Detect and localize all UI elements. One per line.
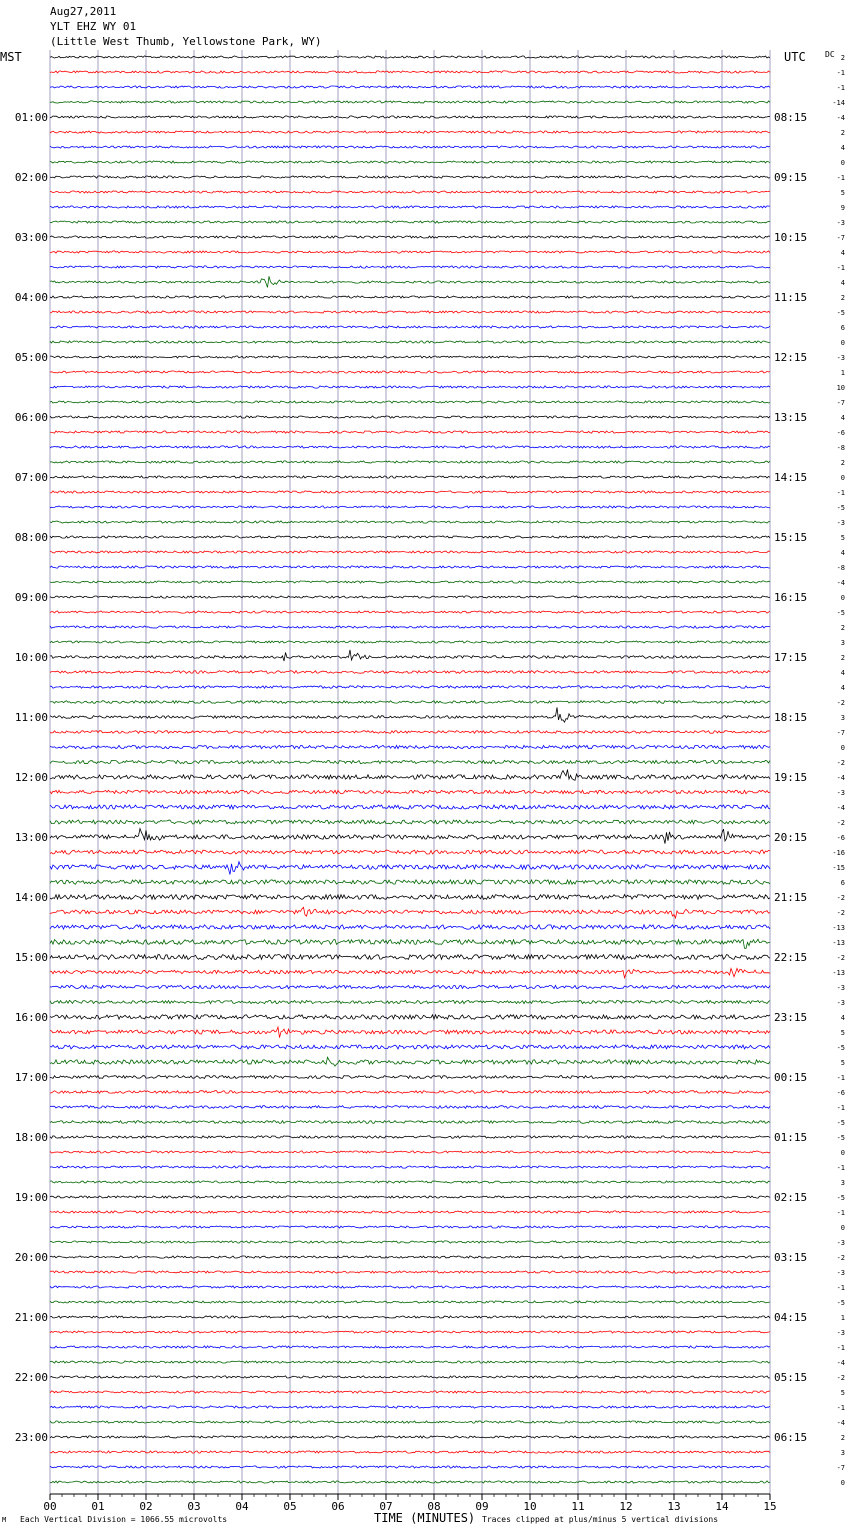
right-hour-label: 20:15: [774, 831, 808, 844]
x-tick-label: 14: [715, 1500, 729, 1513]
trace-38: [50, 626, 770, 628]
dc-offset-value: -5: [836, 1299, 845, 1307]
dc-offset-value: 0: [840, 474, 845, 482]
right-hour-label: 09:15: [774, 171, 808, 184]
dc-label: DC: [825, 50, 835, 59]
dc-offset-value: -6: [836, 834, 845, 842]
dc-offset-value: 4: [840, 249, 845, 257]
dc-offset-value: -5: [836, 309, 845, 317]
dc-offset-value: 3: [840, 1179, 845, 1187]
right-hour-label: 11:15: [774, 291, 808, 304]
trace-87: [50, 1361, 770, 1363]
clip-note: Traces clipped at plus/minus 5 vertical divisions: [482, 1515, 719, 1524]
trace-37: [50, 611, 770, 613]
dc-offset-value: 3: [840, 639, 845, 647]
x-tick-label: 13: [667, 1500, 681, 1513]
trace-17: [50, 311, 770, 313]
left-hour-label: 20:00: [14, 1251, 48, 1264]
trace-29: [50, 491, 770, 493]
trace-36: [50, 596, 770, 598]
left-hour-label: 01:00: [14, 111, 48, 124]
x-tick-label: 11: [571, 1500, 585, 1513]
left-hour-label: 15:00: [14, 951, 48, 964]
right-hour-label: 19:15: [774, 771, 808, 784]
trace-81: [50, 1271, 770, 1273]
dc-offset-value: -1: [836, 84, 845, 92]
trace-53: [50, 850, 770, 854]
trace-88: [50, 1376, 770, 1378]
trace-34: [50, 566, 770, 568]
trace-60: [50, 955, 770, 960]
trace-62: [50, 985, 770, 988]
dc-offset-value: -3: [836, 354, 845, 362]
trace-10: [50, 206, 770, 208]
right-hour-label: 01:15: [774, 1131, 808, 1144]
trace-32: [50, 536, 770, 538]
dc-offset-value: -2: [836, 894, 845, 902]
left-hour-label: 19:00: [14, 1191, 48, 1204]
right-hour-label: 21:15: [774, 891, 808, 904]
trace-35: [50, 581, 770, 583]
dc-offset-value: -5: [836, 1194, 845, 1202]
trace-90: [50, 1406, 770, 1408]
dc-offset-value: -7: [836, 234, 845, 242]
trace-67: [50, 1057, 770, 1066]
trace-0: [50, 56, 770, 58]
x-tick-label: 02: [139, 1500, 153, 1513]
trace-4: [50, 116, 770, 118]
trace-75: [50, 1181, 770, 1183]
trace-28: [50, 476, 770, 478]
x-tick-label: 10: [523, 1500, 537, 1513]
dc-offset-value: 4: [840, 669, 845, 677]
trace-77: [50, 1211, 770, 1213]
dc-offset-value: -13: [832, 969, 845, 977]
dc-offset-value: -1: [836, 1404, 845, 1412]
trace-71: [50, 1121, 770, 1124]
dc-offset-value: -3: [836, 519, 845, 527]
trace-42: [50, 686, 770, 689]
dc-offset-value: 2: [840, 54, 845, 62]
dc-offset-value: 5: [840, 1059, 845, 1067]
dc-offset-value: -13: [832, 924, 845, 932]
dc-offset-value: -2: [836, 954, 845, 962]
trace-79: [50, 1241, 770, 1243]
left-hour-label: 02:00: [14, 171, 48, 184]
trace-26: [50, 446, 770, 448]
dc-offset-value: 4: [840, 279, 845, 287]
trace-70: [50, 1106, 770, 1109]
trace-45: [50, 731, 770, 734]
trace-94: [50, 1466, 770, 1468]
left-hour-label: 18:00: [14, 1131, 48, 1144]
dc-offset-value: -2: [836, 759, 845, 767]
right-hour-labels: [774, 111, 807, 1444]
dc-offset-value: -7: [836, 729, 845, 737]
trace-89: [50, 1391, 770, 1393]
dc-offset-value: -1: [836, 174, 845, 182]
dc-offset-value: -3: [836, 1269, 845, 1277]
dc-offset-value: -1: [836, 1104, 845, 1112]
trace-49: [50, 790, 770, 794]
dc-offset-value: -6: [836, 1089, 845, 1097]
trace-12: [50, 236, 770, 238]
dc-offset-value: -3: [836, 984, 845, 992]
trace-91: [50, 1421, 770, 1423]
trace-25: [50, 431, 770, 433]
dc-offset-value: -2: [836, 1374, 845, 1382]
dc-offset-value: 6: [840, 324, 845, 332]
right-hour-label: 12:15: [774, 351, 808, 364]
right-hour-label: 23:15: [774, 1011, 808, 1024]
dc-offset-value: 2: [840, 654, 845, 662]
dc-offset-value: 6: [840, 879, 845, 887]
trace-57: [50, 907, 770, 918]
dc-offset-value: -6: [836, 429, 845, 437]
dc-offset-value: -1: [836, 489, 845, 497]
trace-61: [50, 968, 770, 977]
dc-offset-value: 2: [840, 1434, 845, 1442]
trace-14: [50, 266, 770, 268]
x-tick-label: 08: [427, 1500, 441, 1513]
dc-offset-value: -5: [836, 1044, 845, 1052]
trace-2: [50, 86, 770, 88]
dc-offset-value: -3: [836, 999, 845, 1007]
dc-offset-value: -2: [836, 699, 845, 707]
trace-16: [50, 296, 770, 298]
dc-offset-value: 5: [840, 189, 845, 197]
trace-15: [50, 276, 770, 287]
dc-offset-value: 3: [840, 1449, 845, 1457]
trace-9: [50, 191, 770, 193]
dc-offset-value: -16: [832, 849, 845, 857]
header-location: (Little West Thumb, Yellowstone Park, WY): [50, 35, 322, 48]
left-hour-labels: [15, 111, 48, 1444]
right-hour-label: 13:15: [774, 411, 808, 424]
right-hour-label: 15:15: [774, 531, 808, 544]
left-hour-label: 03:00: [14, 231, 48, 244]
trace-76: [50, 1196, 770, 1198]
trace-group: [50, 56, 770, 1483]
trace-65: [50, 1027, 770, 1038]
dc-offset-value: -13: [832, 939, 845, 947]
dc-offset-value: 0: [840, 159, 845, 167]
left-hour-label: 21:00: [14, 1311, 48, 1324]
dc-offset-value: -3: [836, 789, 845, 797]
x-tick-label: 09: [475, 1500, 489, 1513]
dc-offset-value: -1: [836, 1164, 845, 1172]
x-tick-label: 04: [235, 1500, 249, 1513]
dc-offset-value: 5: [840, 1029, 845, 1037]
right-hour-label: 00:15: [774, 1071, 808, 1084]
dc-offset-value: -4: [836, 774, 845, 782]
left-hour-label: 13:00: [14, 831, 48, 844]
corner-mark: M: [2, 1516, 7, 1524]
left-hour-label: 12:00: [14, 771, 48, 784]
trace-20: [50, 356, 770, 358]
x-tick-label: 06: [331, 1500, 345, 1513]
trace-66: [50, 1045, 770, 1049]
dc-offset-value: 4: [840, 549, 845, 557]
trace-82: [50, 1286, 770, 1288]
dc-offset-value: -8: [836, 564, 845, 572]
trace-46: [50, 745, 770, 748]
left-hour-label: 04:00: [14, 291, 48, 304]
x-axis-title: TIME (MINUTES): [374, 1511, 476, 1525]
dc-offset-value: 0: [840, 339, 845, 347]
x-tick-label: 03: [187, 1500, 201, 1513]
dc-offset-value: -1: [836, 69, 845, 77]
right-hour-label: 17:15: [774, 651, 808, 664]
trace-5: [50, 131, 770, 133]
left-hour-label: 05:00: [14, 351, 48, 364]
trace-30: [50, 506, 770, 508]
dc-offset-value: 1: [840, 369, 845, 377]
trace-44: [50, 707, 770, 722]
x-tick-label: 12: [619, 1500, 633, 1513]
trace-85: [50, 1331, 770, 1333]
x-tick-label: 15: [763, 1500, 777, 1513]
trace-24: [50, 416, 770, 418]
left-hour-label: 16:00: [14, 1011, 48, 1024]
right-hour-label: 06:15: [774, 1431, 808, 1444]
left-hour-label: 17:00: [14, 1071, 48, 1084]
right-hour-label: 22:15: [774, 951, 808, 964]
trace-78: [50, 1226, 770, 1228]
header-date: Aug27,2011: [50, 5, 117, 18]
left-hour-label: 07:00: [14, 471, 48, 484]
trace-8: [50, 176, 770, 178]
dc-offset-value: 5: [840, 534, 845, 542]
trace-33: [50, 551, 770, 553]
dc-offset-value: -8: [836, 444, 845, 452]
dc-offset-value: -3: [836, 1239, 845, 1247]
dc-offset-value: -5: [836, 609, 845, 617]
trace-64: [50, 1015, 770, 1019]
dc-offset-value: -1: [836, 264, 845, 272]
dc-offset-value: 2: [840, 459, 845, 467]
trace-6: [50, 146, 770, 148]
right-hour-label: 18:15: [774, 711, 808, 724]
trace-19: [50, 341, 770, 343]
trace-21: [50, 371, 770, 373]
trace-27: [50, 461, 770, 463]
trace-56: [50, 895, 770, 900]
trace-74: [50, 1166, 770, 1168]
dc-offset-value: -4: [836, 804, 845, 812]
x-tick-label: 07: [379, 1500, 393, 1513]
trace-68: [50, 1076, 770, 1079]
dc-offset-value: 2: [840, 624, 845, 632]
trace-51: [50, 820, 770, 824]
dc-offset-value: -4: [836, 579, 845, 587]
dc-offset-value: -2: [836, 909, 845, 917]
trace-80: [50, 1256, 770, 1258]
trace-86: [50, 1346, 770, 1348]
right-hour-label: 02:15: [774, 1191, 808, 1204]
dc-offset-value: -2: [836, 1254, 845, 1262]
trace-63: [50, 1000, 770, 1003]
dc-offset-value: -1: [836, 1209, 845, 1217]
dc-offset-value: 9: [840, 204, 845, 212]
left-hour-label: 22:00: [14, 1371, 48, 1384]
scale-note: Each Vertical Division = 1066.55 microvolts: [20, 1515, 228, 1524]
x-tick-label: 05: [283, 1500, 297, 1513]
dc-offset-value: -1: [836, 1074, 845, 1082]
trace-23: [50, 401, 770, 403]
right-timezone-label: UTC: [784, 50, 806, 64]
trace-31: [50, 521, 770, 523]
trace-50: [50, 805, 770, 809]
trace-47: [50, 760, 770, 763]
trace-92: [50, 1436, 770, 1438]
right-hour-label: 03:15: [774, 1251, 808, 1264]
dc-offset-labels: [832, 54, 845, 1487]
dc-offset-value: -4: [836, 1419, 845, 1427]
left-hour-label: 10:00: [14, 651, 48, 664]
dc-offset-value: -15: [832, 864, 845, 872]
dc-offset-value: 2: [840, 294, 845, 302]
trace-73: [50, 1151, 770, 1153]
trace-84: [50, 1316, 770, 1318]
dc-offset-value: -4: [836, 1359, 845, 1367]
dc-offset-value: 5: [840, 1389, 845, 1397]
right-hour-label: 08:15: [774, 111, 808, 124]
trace-41: [50, 671, 770, 674]
trace-95: [50, 1481, 770, 1483]
dc-offset-value: 4: [840, 684, 845, 692]
trace-11: [50, 221, 770, 223]
dc-offset-value: 4: [840, 414, 845, 422]
trace-52: [50, 829, 770, 844]
dc-offset-value: -7: [836, 1464, 845, 1472]
left-timezone-label: MST: [0, 50, 22, 64]
trace-48: [50, 770, 770, 781]
dc-offset-value: 4: [840, 144, 845, 152]
dc-offset-value: -7: [836, 399, 845, 407]
dc-offset-value: -14: [832, 99, 845, 107]
left-hour-label: 08:00: [14, 531, 48, 544]
dc-offset-value: 0: [840, 1224, 845, 1232]
right-hour-label: 05:15: [774, 1371, 808, 1384]
dc-offset-value: 0: [840, 1149, 845, 1157]
dc-offset-value: 2: [840, 129, 845, 137]
trace-43: [50, 701, 770, 704]
dc-offset-value: -1: [836, 1284, 845, 1292]
right-hour-label: 04:15: [774, 1311, 808, 1324]
dc-offset-value: -2: [836, 819, 845, 827]
dc-offset-value: -4: [836, 114, 845, 122]
left-hour-label: 23:00: [14, 1431, 48, 1444]
left-hour-label: 11:00: [14, 711, 48, 724]
trace-18: [50, 326, 770, 328]
dc-offset-value: 3: [840, 714, 845, 722]
dc-offset-value: -5: [836, 1119, 845, 1127]
right-hour-label: 10:15: [774, 231, 808, 244]
trace-3: [50, 101, 770, 103]
trace-7: [50, 161, 770, 163]
dc-offset-value: 4: [840, 1014, 845, 1022]
x-tick-label: 00: [43, 1500, 57, 1513]
dc-offset-value: 0: [840, 594, 845, 602]
left-hour-label: 06:00: [14, 411, 48, 424]
trace-22: [50, 386, 770, 388]
dc-offset-value: -5: [836, 1134, 845, 1142]
trace-39: [50, 641, 770, 643]
right-hour-label: 14:15: [774, 471, 808, 484]
left-hour-label: 14:00: [14, 891, 48, 904]
trace-13: [50, 251, 770, 253]
trace-40: [50, 650, 770, 661]
trace-83: [50, 1301, 770, 1303]
trace-59: [50, 939, 770, 948]
left-hour-label: 09:00: [14, 591, 48, 604]
dc-offset-value: 10: [836, 384, 845, 392]
trace-69: [50, 1091, 770, 1094]
trace-58: [50, 925, 770, 929]
dc-offset-value: -3: [836, 1329, 845, 1337]
dc-offset-value: 0: [840, 1479, 845, 1487]
dc-offset-value: 0: [840, 744, 845, 752]
trace-1: [50, 71, 770, 73]
right-hour-label: 16:15: [774, 591, 808, 604]
trace-55: [50, 880, 770, 884]
trace-54: [50, 862, 770, 875]
trace-72: [50, 1136, 770, 1138]
trace-93: [50, 1451, 770, 1453]
header-station: YLT EHZ WY 01: [50, 20, 137, 33]
dc-offset-value: -5: [836, 504, 845, 512]
x-tick-label: 01: [91, 1500, 105, 1513]
dc-offset-value: -1: [836, 1344, 845, 1352]
dc-offset-value: 1: [840, 1314, 845, 1322]
dc-offset-value: -3: [836, 219, 845, 227]
